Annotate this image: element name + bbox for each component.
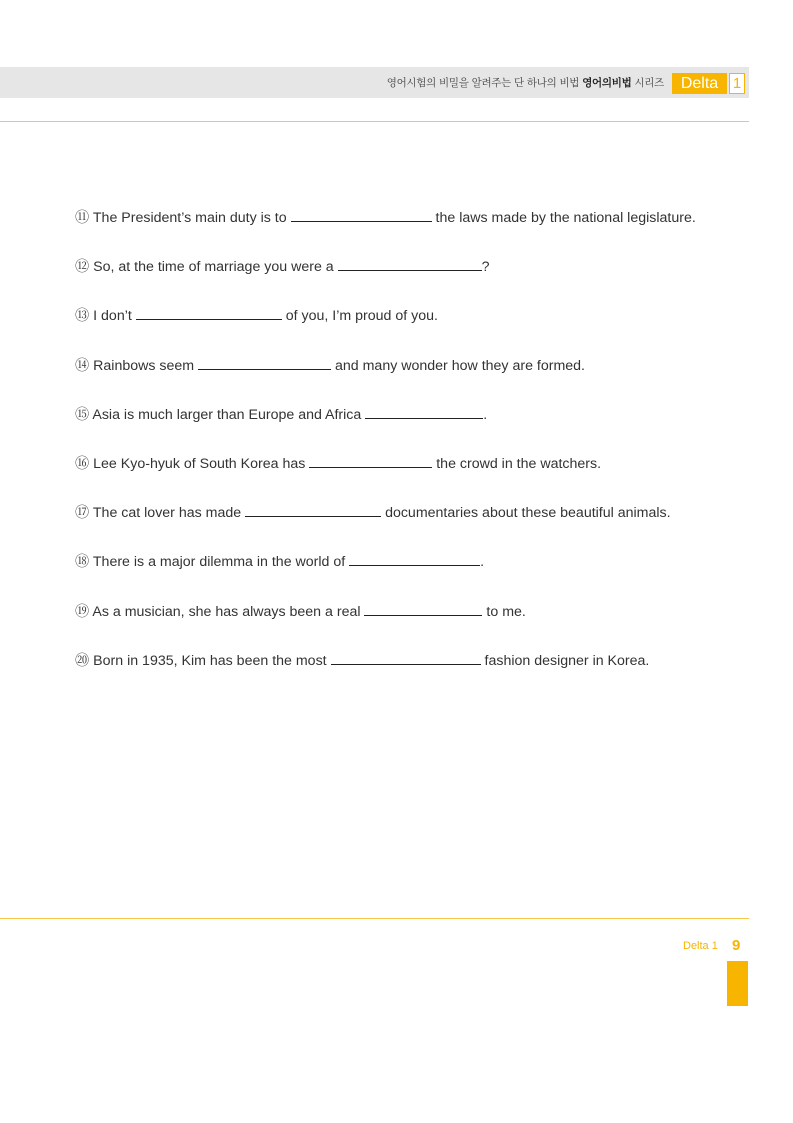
question-text-before: Asia is much larger than Europe and Africa bbox=[92, 406, 362, 423]
question-text-before: Born in 1935, Kim has been the most bbox=[93, 652, 327, 669]
question-text-after: to me. bbox=[486, 603, 526, 620]
question-number: ⑱ bbox=[75, 554, 90, 571]
answer-blank bbox=[331, 650, 481, 665]
question-text-before: The President’s main duty is to bbox=[92, 210, 287, 226]
question-text-before: The cat lover has made bbox=[92, 505, 242, 522]
series-title bbox=[387, 75, 664, 90]
question-number: ⑯ bbox=[75, 455, 90, 472]
question-text-after: fashion designer in Korea. bbox=[484, 652, 650, 669]
question-19 bbox=[75, 601, 755, 650]
footer-divider bbox=[0, 918, 749, 919]
answer-blank bbox=[291, 207, 432, 222]
question-text-before: I don’t bbox=[93, 308, 132, 325]
question-text-after: . bbox=[483, 406, 488, 423]
question-12 bbox=[75, 256, 755, 305]
answer-blank bbox=[365, 404, 483, 419]
answer-blank bbox=[364, 601, 482, 616]
question-16 bbox=[75, 453, 755, 502]
question-11 bbox=[75, 207, 755, 256]
question-number: ⑪ bbox=[75, 210, 90, 226]
series-text-post: 시리즈 bbox=[634, 77, 664, 89]
answer-blank bbox=[136, 305, 282, 320]
delta-number-badge: 1 bbox=[729, 73, 745, 94]
question-number: ⑮ bbox=[75, 406, 90, 423]
question-text-after: . bbox=[480, 554, 485, 571]
question-number: ⑬ bbox=[75, 308, 90, 325]
question-text-after: documentaries about these beautiful animals. bbox=[385, 505, 671, 522]
question-text-after: ? bbox=[481, 259, 490, 276]
delta-badge: Delta bbox=[672, 73, 727, 94]
series-text-bold: 영어의비법 bbox=[582, 77, 632, 89]
question-list bbox=[75, 207, 755, 699]
question-number: ⑲ bbox=[75, 603, 90, 620]
footer-book-label: Delta 1 bbox=[683, 940, 718, 952]
question-text-before: Rainbows seem bbox=[93, 357, 195, 374]
question-18 bbox=[75, 551, 755, 600]
answer-blank bbox=[349, 551, 480, 566]
question-14 bbox=[75, 355, 755, 404]
question-17 bbox=[75, 502, 755, 551]
question-number: ⑭ bbox=[75, 357, 90, 374]
question-text-after: of you, I’m proud of you. bbox=[285, 308, 438, 325]
answer-blank bbox=[198, 355, 331, 370]
page-edge-tab bbox=[727, 961, 748, 1006]
page-number: 9 bbox=[732, 937, 741, 954]
question-text-before: So, at the time of marriage you were a bbox=[93, 259, 334, 276]
question-20 bbox=[75, 650, 755, 699]
answer-blank bbox=[245, 502, 381, 517]
question-text-after: the laws made by the national legislature. bbox=[435, 210, 696, 226]
question-number: ⑫ bbox=[75, 259, 90, 276]
answer-blank bbox=[309, 453, 432, 468]
question-text-before: There is a major dilemma in the world of bbox=[92, 554, 346, 571]
question-text-after: the crowd in the watchers. bbox=[436, 455, 602, 472]
header-divider bbox=[0, 121, 749, 122]
question-number: ⑳ bbox=[75, 652, 90, 669]
series-text-pre: 영어시험의 비밀을 알려주는 단 하나의 비법 bbox=[386, 77, 580, 89]
question-text-before: As a musician, she has always been a real bbox=[92, 603, 361, 620]
question-number: ⑰ bbox=[75, 505, 90, 522]
question-text-after: and many wonder how they are formed. bbox=[335, 357, 585, 374]
answer-blank bbox=[338, 256, 482, 271]
question-text-before: Lee Kyo-hyuk of South Korea has bbox=[93, 455, 306, 472]
question-15 bbox=[75, 404, 755, 453]
question-13 bbox=[75, 305, 755, 354]
